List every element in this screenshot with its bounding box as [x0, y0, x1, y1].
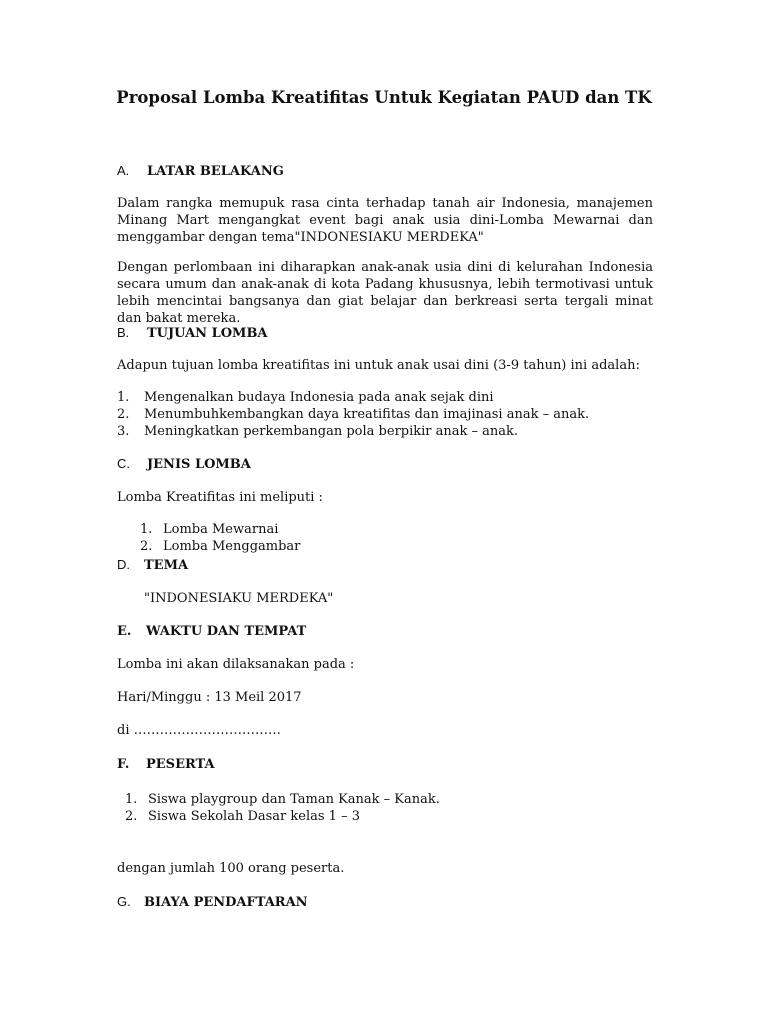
section-d-title: TEMA	[144, 558, 189, 573]
list-item	[117, 423, 657, 440]
section-a-heading	[117, 162, 284, 180]
section-a-paragraph-1: Dalam rangka memupuk rasa cinta terhadap tanah air Indonesia, manajemen Minang Mart mengangkat event bagi anak usia dini-Lomba Mewarnai dan menggambar dengan tema"INDONESIAKU MERDEKA"	[117, 196, 653, 245]
section-b-list	[117, 389, 657, 440]
section-e-intro: Lomba ini akan dilaksanakan pada :	[117, 657, 355, 672]
list-item-number: 1.	[140, 522, 153, 537]
list-item-number: 1.	[125, 792, 138, 807]
section-d-theme-value: "INDONESIAKU MERDEKA"	[144, 591, 334, 606]
section-a-letter: A.	[117, 163, 130, 178]
section-c-list	[140, 521, 300, 555]
list-item-number: 1.	[117, 390, 130, 405]
list-item-text: Siswa Sekolah Dasar kelas 1 – 3	[148, 809, 360, 824]
list-item-text: Menumbuhkembangkan daya kreatifitas dan imajinasi anak – anak.	[144, 407, 590, 422]
section-f-heading	[117, 756, 215, 773]
list-item	[125, 791, 440, 808]
section-g-title: BIAYA PENDAFTARAN	[144, 895, 308, 910]
list-item-number: 2.	[140, 539, 153, 554]
list-item	[117, 406, 657, 423]
section-e-place: di …………………………….	[117, 723, 281, 738]
section-c-heading	[117, 455, 251, 473]
section-d-letter: D.	[117, 557, 130, 572]
list-item-text: Lomba Menggambar	[163, 539, 301, 554]
section-e-letter: E.	[117, 624, 132, 639]
list-item-text: Meningkatkan perkembangan pola berpikir anak – anak.	[144, 424, 519, 439]
list-item-text: Lomba Mewarnai	[163, 522, 279, 537]
section-f-list	[125, 791, 440, 825]
document-title: Proposal Lomba Kreatifitas Untuk Kegiatan PAUD dan TK	[116, 88, 652, 107]
section-g-heading	[117, 893, 308, 911]
section-a-paragraph-2: Dengan perlombaan ini diharapkan anak-anak usia dini di kelurahan Indonesia secara umum dan anak-anak di kota Padang khususnya, lebih termotivasi untuk lebih mencintai bangsanya dan giat belajar dan berkreasi serta tergali minat dan bakat mereka.	[117, 260, 653, 326]
section-d-heading	[117, 556, 188, 574]
list-item	[140, 538, 300, 555]
section-e-title: WAKTU DAN TEMPAT	[146, 624, 307, 639]
section-c-letter: C.	[117, 456, 130, 471]
list-item-number: 2.	[117, 407, 130, 422]
list-item-number: 3.	[117, 424, 130, 439]
section-g-letter: G.	[117, 894, 131, 909]
section-b-heading	[117, 324, 268, 342]
list-item-number: 2.	[125, 809, 138, 824]
section-a-title: LATAR BELAKANG	[147, 164, 284, 179]
list-item	[117, 389, 657, 406]
section-b-title: TUJUAN LOMBA	[147, 326, 268, 341]
list-item	[125, 808, 440, 825]
list-item-text: Mengenalkan budaya Indonesia pada anak sejak dini	[144, 390, 494, 405]
section-b-intro: Adapun tujuan lomba kreatifitas ini untuk anak usai dini (3-9 tahun) ini adalah:	[117, 358, 640, 373]
section-e-date: Hari/Minggu : 13 Meil 2017	[117, 690, 302, 705]
section-f-footer: dengan jumlah 100 orang peserta.	[117, 861, 345, 876]
section-e-heading	[117, 623, 306, 640]
section-b-letter: B.	[117, 325, 130, 340]
list-item-text: Siswa playgroup dan Taman Kanak – Kanak.	[148, 792, 440, 807]
section-c-title: JENIS LOMBA	[147, 457, 251, 472]
section-f-title: PESERTA	[146, 757, 215, 772]
list-item	[140, 521, 300, 538]
section-f-letter: F.	[117, 757, 130, 772]
section-c-intro: Lomba Kreatifitas ini meliputi :	[117, 490, 323, 505]
